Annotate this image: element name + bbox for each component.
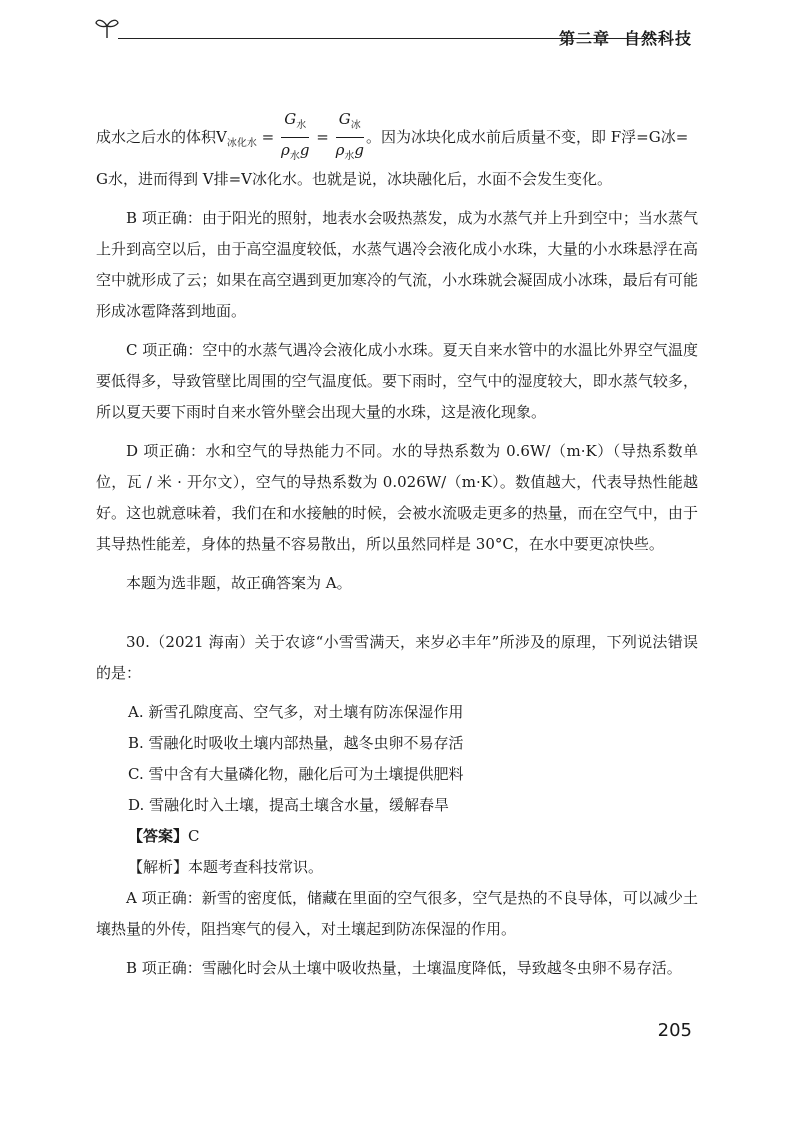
fraction-g: g (354, 141, 364, 159)
formula-prefix-sub: 冰化水 (226, 138, 257, 149)
paragraph-option-d: D 项正确：水和空气的导热能力不同。水的导热系数为 0.6W/（m·K）（导热系数单位，瓦 / 米 · 开尔文），空气的导热系数为 0.026W/（m·K）。数值越大，代表导热性能越好。这也就意味着，我们在和水接触的时候，会被水流吸走更多的热量，而在空气中，由于其导热性能差，身体的热量不容易散出，所以虽然同样是 30°C，在水中要更凉快些。 (96, 442, 698, 553)
formula-prefix: 成水之后水的体积V (96, 128, 227, 146)
chapter-title (559, 26, 692, 49)
answer-value: C (188, 827, 200, 845)
question-stem: 30.（2021 海南）关于农谚“小雪雪满天，来岁必丰年”所涉及的原理，下列说法错误的是： (96, 633, 698, 682)
paragraph-option-b: B 项正确：由于阳光的照射，地表水会吸热蒸发，成为水蒸气并上升到空中；当水蒸气上升到高空以后，由于高空温度较低，水蒸气遇冷会液化成小水珠，大量的小水珠悬浮在高空中就形成了云；如果在高空遇到更加寒冷的气流，小水珠就会凝固成小冰珠，最后有可能形成冰雹降落到地面。 (96, 209, 698, 320)
fraction-g: g (299, 141, 310, 159)
sprout-icon (94, 16, 120, 40)
page-body (96, 110, 698, 992)
analysis-tag: 【解析】 (128, 858, 189, 876)
fraction-denominator: ρ (280, 141, 290, 159)
analysis-option-a: A 项正确：新雪的密度低，储藏在里面的空气很多，空气是热的不良导体，可以减少土壤热量的外传，阻挡寒气的侵入，对土壤起到防冻保湿的作用。 (96, 889, 698, 938)
page-number: 205 (657, 1020, 692, 1041)
paragraph-final-answer: 本题为选非题，故正确答案为 A。 (126, 574, 352, 592)
chapter-number: 第二章 (558, 29, 610, 48)
option-d: D. 雪融化时入土壤，提高土壤含水量，缓解春旱 (128, 796, 450, 814)
analysis-option-b: B 项正确：雪融化时会从土壤中吸收热量，土壤温度降低，导致越冬虫卵不易存活。 (126, 959, 682, 977)
fraction-numerator: G (338, 110, 351, 128)
fraction-water (281, 110, 309, 166)
answer-line (96, 821, 698, 852)
option-b: B. 雪融化时吸收土壤内部热量，越冬虫卵不易存活 (128, 734, 464, 752)
equals-sign: = (261, 128, 275, 146)
equals-sign: = (316, 128, 329, 146)
question-30 (96, 627, 698, 984)
option-a: A. 新雪孔隙度高、空气多，对土壤有防冻保湿作用 (128, 703, 464, 721)
fraction-denominator-sub: 水 (289, 151, 300, 162)
fraction-denominator: ρ (335, 141, 345, 159)
formula-line (96, 110, 698, 164)
option-c: C. 雪中含有大量磷化物，融化后可为土壤提供肥料 (128, 765, 464, 783)
analysis-line (96, 852, 698, 883)
section-title: 自然科技 (623, 29, 692, 48)
answer-tag: 【答案】 (128, 827, 189, 845)
analysis-text: 本题考查科技常识。 (188, 858, 324, 876)
fraction-numerator-sub: 水 (296, 120, 307, 131)
fraction-numerator: G (284, 110, 297, 128)
page-header (0, 0, 800, 60)
formula-suffix: 。因为冰块化成水前后质量不变，即 F浮=G冰= (366, 128, 689, 146)
paragraph-conclusion: G水，进而得到 V排=V冰化水。也就是说，冰块融化后，水面不会发生变化。 (96, 170, 612, 188)
fraction-numerator-sub: 冰 (350, 120, 361, 131)
fraction-denominator-sub: 水 (344, 151, 355, 162)
paragraph-option-c: C 项正确：空中的水蒸气遇冷会液化成小水珠。夏天自来水管中的水温比外界空气温度要低得多，导致管壁比周围的空气温度低。要下雨时，空气中的湿度较大，即水蒸气较多，所以夏天要下雨时自来水管外壁会出现大量的水珠，这是液化现象。 (96, 341, 698, 421)
fraction-ice (336, 110, 364, 166)
